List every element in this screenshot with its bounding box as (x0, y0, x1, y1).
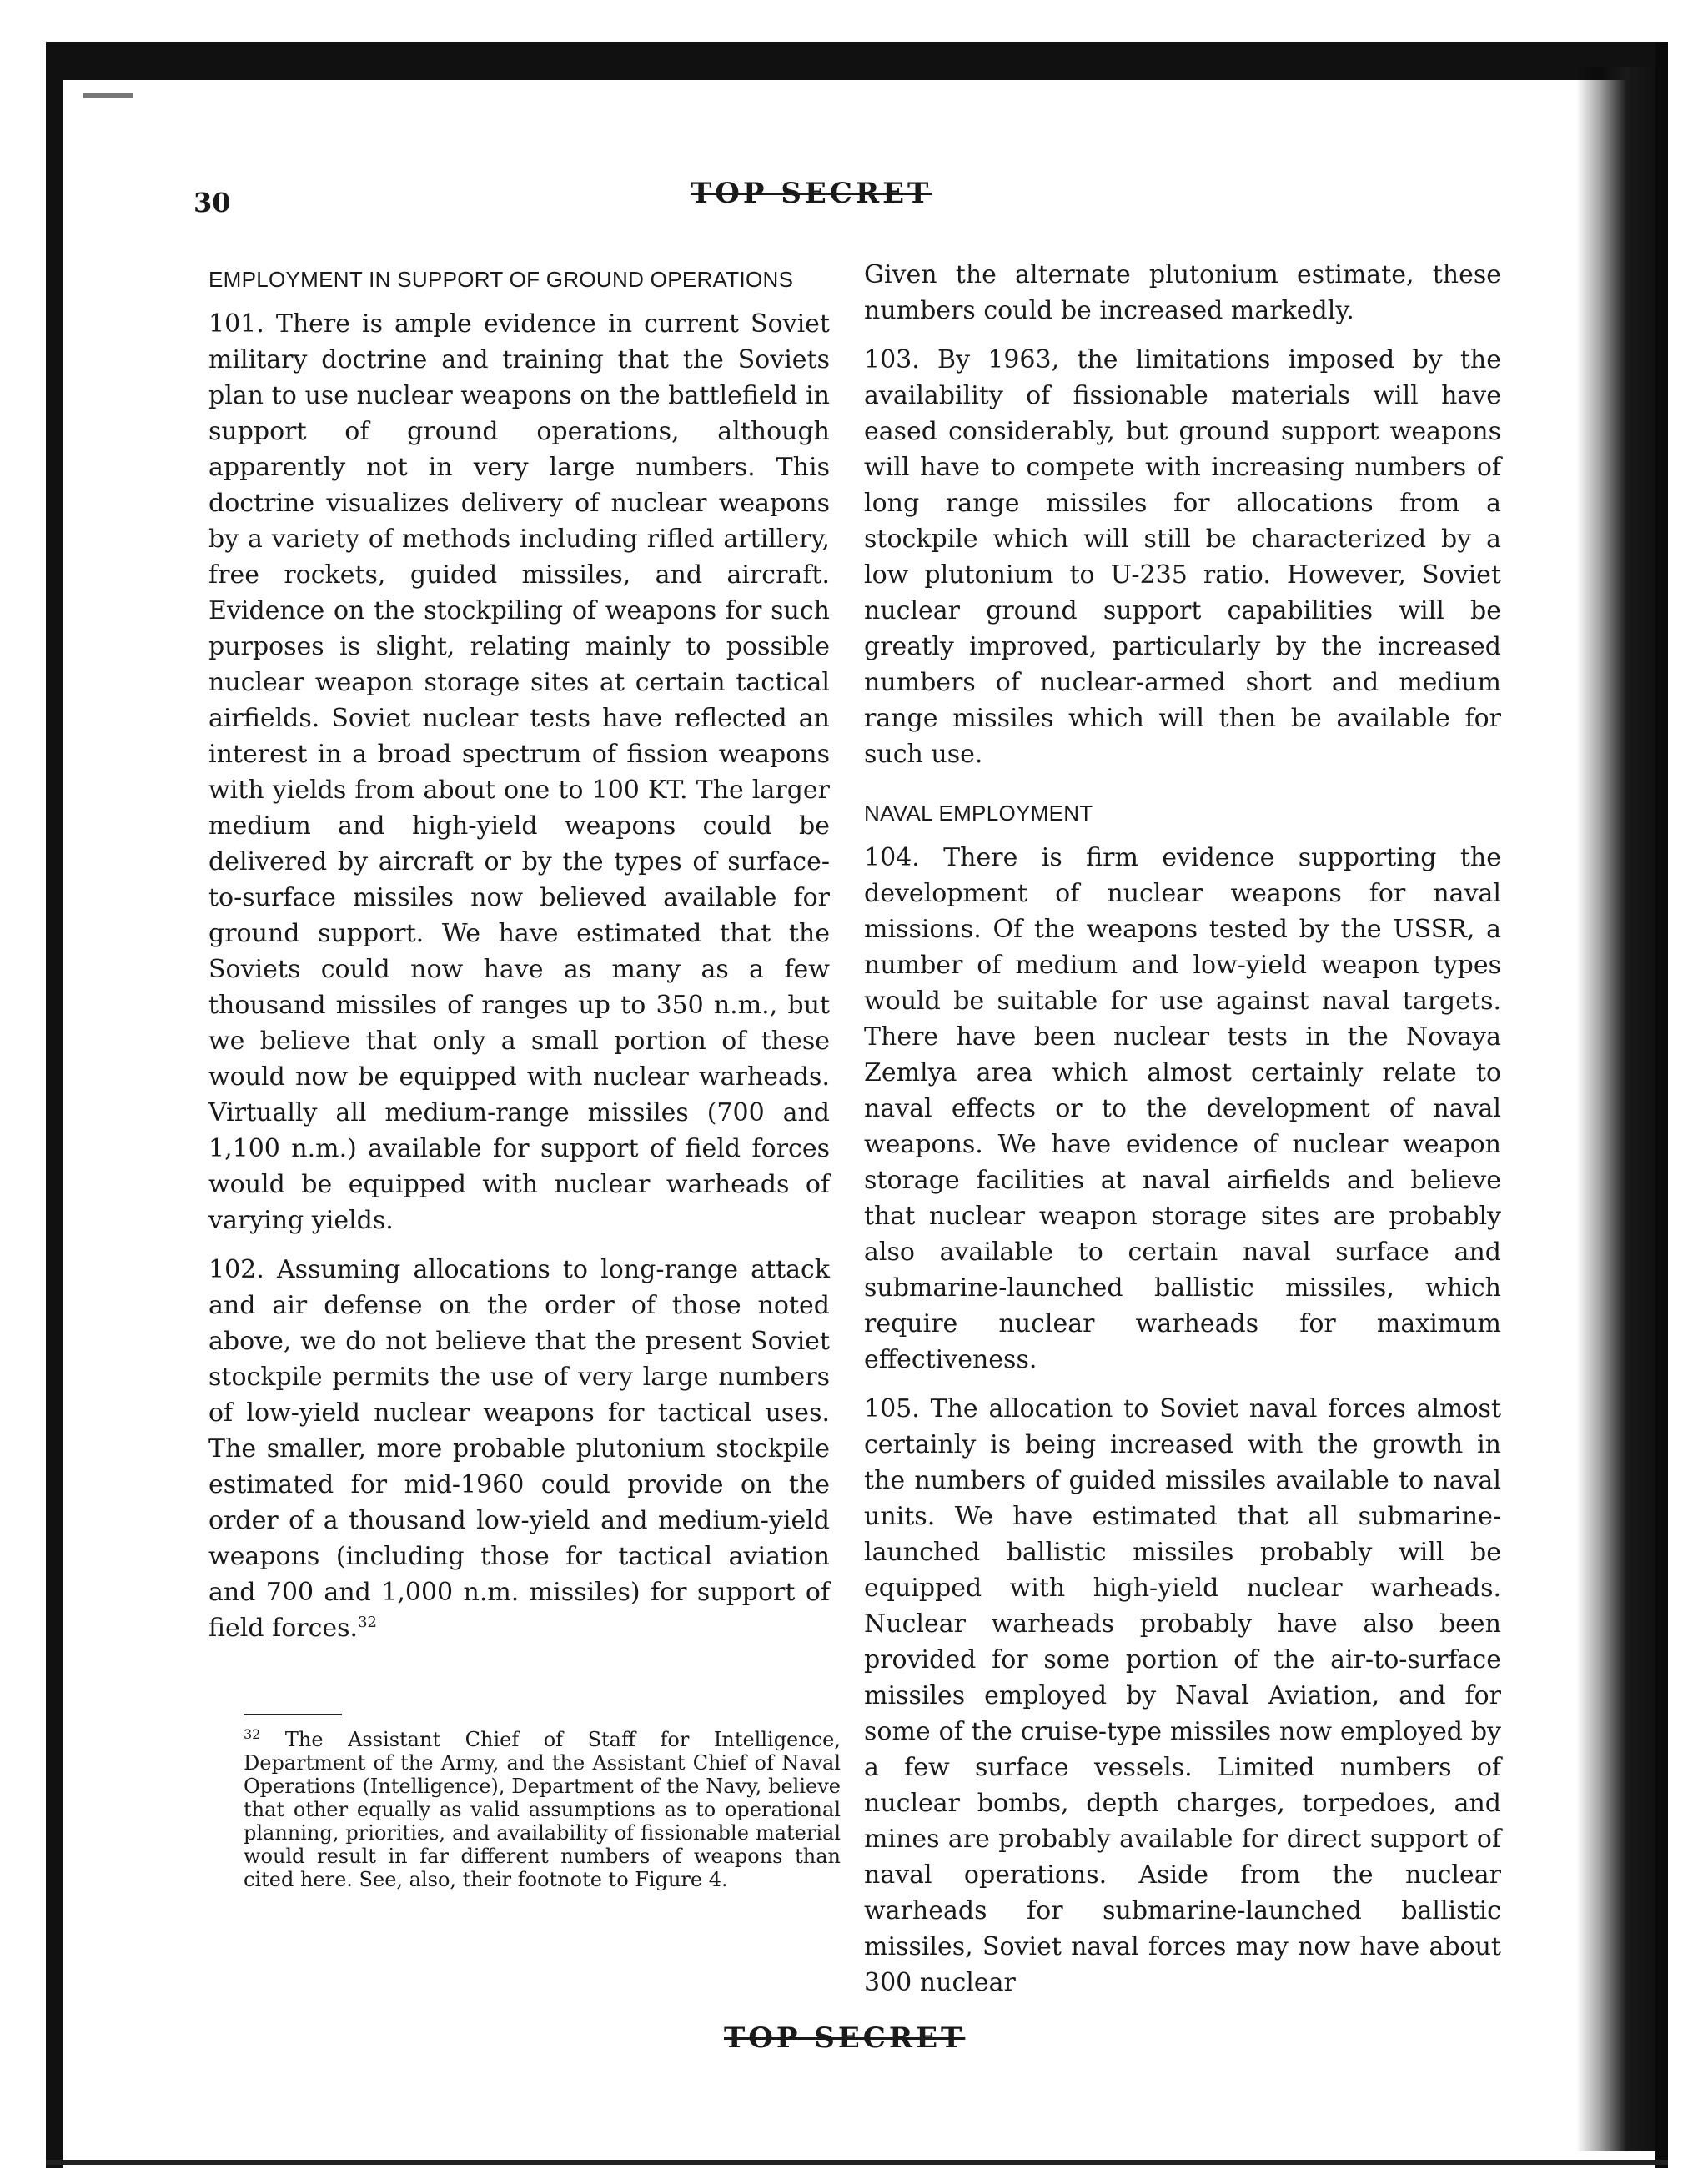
paragraph-102 (208, 1252, 830, 1646)
paragraph-104: 104. There is firm evidence supporting the development of nuclear weapons for naval missions. Of the weapons tested by the USSR, a number of medium and low-yield weapon types would be suitable for use against naval targets. There have been nuclear tests in the Novaya Zemlya area which almost certainly relate to naval effects or to the development of naval weapons. We have evidence of nuclear weapon storage facilities at naval airfields and believe that nuclear weapon storage sites are probably also available to certain naval surface and submarine-launched ballistic missiles, which require nuclear warheads for maximum effectiveness. (864, 843, 1501, 1374)
classification-marking-top: TOP SECRET (691, 177, 932, 210)
page-number: 30 (193, 187, 231, 218)
scan-border-right (1655, 42, 1668, 2168)
paragraph-103: 103. By 1963, the limitations imposed by the availability of fissionable materials will have eased considerably, but ground support weapons will have to compete with increasing numbers of long range missiles for allocations from a stockpile which will still be characterized by a low plutonium to U-235 ratio. However, Soviet nuclear ground support capabilities will be greatly improved, particularly by the increased numbers of nuclear-armed short and medium range missiles which will then be available for such use. (864, 345, 1501, 769)
paragraph-105: 105. The allocation to Soviet naval forces almost certainly is being increased with the growth in the numbers of guided missiles available to naval units. We have estimated that all submarine-launched ballistic missiles probably will be equipped with high-yield nuclear warheads. Nuclear warheads probably have also been provided for some portion of the air-to-surface missiles employed by Naval Aviation, and for some of the cruise-type missiles now employed by a few surface vessels. Limited numbers of nuclear bombs, depth charges, torpedoes, and mines are probably available for direct support of naval operations. Aside from the nuclear warheads for submarine-launched ballistic missiles, Soviet naval forces may now have about 300 nuclear (864, 1394, 1501, 1997)
footnote-reference: 32 (358, 1614, 377, 1631)
classification-marking-bottom: TOP SECRET (724, 2021, 966, 2055)
footnote-text: The Assistant Chief of Staff for Intelligence, Department of the Army, and the Assistant Chief of Naval Operations (Intelligence), Department of the Navy, believe that other equally as valid assumptions as to operational planning, priorities, and availability of fissionable material would result in far different numbers of weapons than cited here. See, also, their footnote to Figure 4. (244, 1728, 841, 1891)
scan-border-top (46, 42, 1668, 80)
paragraph-102-text: 102. Assuming allocations to long-range attack and air defense on the order of those noted above, we do not believe that the present Soviet stockpile permits the use of very large numbers of low-yield nuclear weapons for tactical uses. The smaller, more probable plutonium stockpile estimated for mid-1960 could provide on the order of a thousand low-yield and medium-yield weapons (including those for tactical aviation and 700 and 1,000 n.m. missiles) for support of field forces. (208, 1255, 830, 1643)
section-heading-naval-employment: NAVAL EMPLOYMENT (864, 801, 1093, 826)
footnote-mark: 32 (244, 1726, 261, 1742)
scan-corner-mark (83, 93, 133, 98)
footnote-rule (244, 1714, 342, 1715)
footnote (244, 1728, 841, 1891)
right-column (864, 257, 1501, 2014)
scan-border-left (46, 42, 63, 2168)
scan-border-bottom (46, 2160, 1668, 2165)
section-heading-ground-operations: EMPLOYMENT IN SUPPORT OF GROUND OPERATIONS (208, 267, 794, 292)
scan-shadow-right (1576, 67, 1668, 2151)
left-column (208, 257, 830, 1659)
paragraph-102-continued: Given the alternate plutonium estimate, these numbers could be increased markedly. (864, 260, 1501, 325)
paragraph-101: 101. There is ample evidence in current Soviet military doctrine and training that the Soviets plan to use nuclear weapons on the battlefield in support of ground operations, although apparently not in very large numbers. This doctrine visualizes delivery of nuclear weapons by a variety of methods including rifled artillery, free rockets, guided missiles, and aircraft. Evidence on the stockpiling of weapons for such purposes is slight, relating mainly to possible nuclear weapon storage sites at certain tactical airfields. Soviet nuclear tests have reflected an interest in a broad spectrum of fission weapons with yields from about one to 100 KT. The larger medium and high-yield weapons could be delivered by aircraft or by the types of surface-to-surface missiles now believed available for ground support. We have estimated that the Soviets could now have as many as a few thousand missiles of ranges up to 350 n.m., but we believe that only a small portion of these would now be equipped with nuclear warheads. Virtually all medium-range missiles (700 and 1,100 n.m.) available for support of field forces would be equipped with nuclear warheads of varying yields. (208, 309, 830, 1235)
